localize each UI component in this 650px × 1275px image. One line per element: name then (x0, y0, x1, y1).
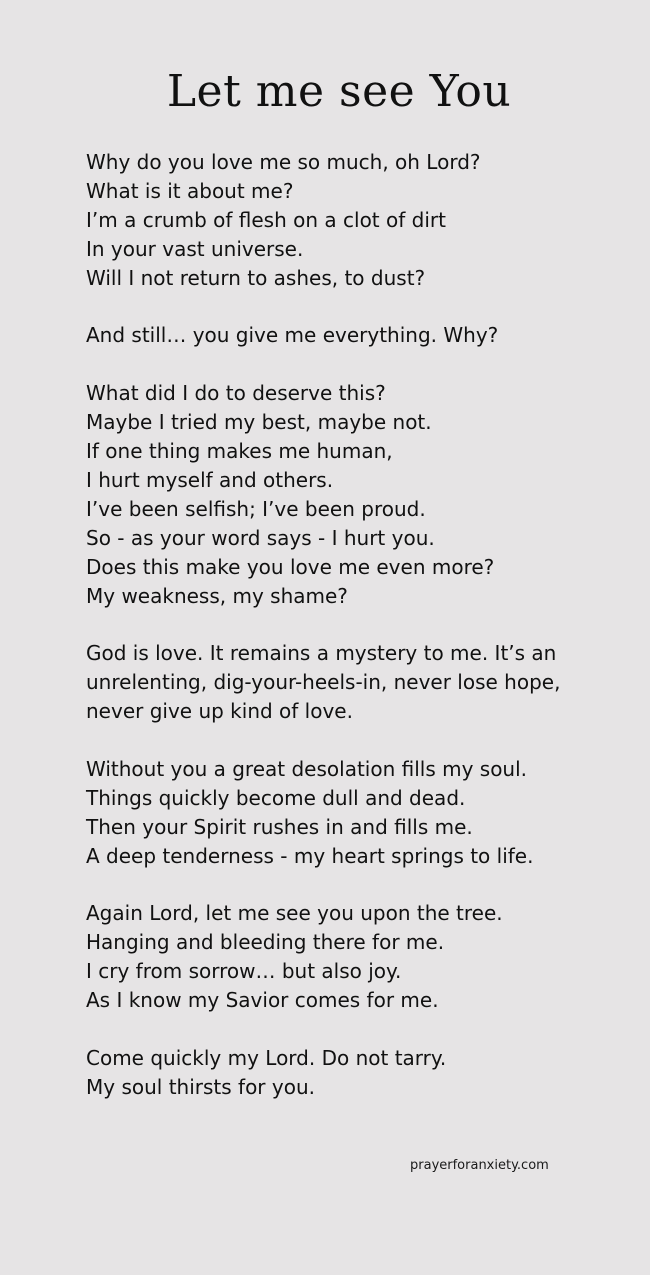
poem-line: I’ve been selfish; I’ve been proud. (86, 496, 426, 521)
stanza (86, 639, 626, 726)
poem-line: Without you a great desolation fills my soul. (86, 756, 528, 781)
poem-line: So - as your word says - I hurt you. (86, 525, 435, 550)
poem-line: I’m a crumb of flesh on a clot of dirt (86, 207, 446, 232)
poem-line: God is love. It remains a mystery to me. It’s an (86, 641, 557, 666)
poem-line: Will I not return to ashes, to dust? (86, 265, 426, 290)
stanza (86, 899, 626, 1015)
poem-line: My soul thirsts for you. (86, 1074, 315, 1099)
poem-line: Hanging and bleeding there for me. (86, 930, 445, 955)
poem-line: My weakness, my shame? (86, 583, 348, 608)
poem-line: Does this make you love me even more? (86, 554, 495, 579)
stanza (86, 755, 626, 871)
poem-line: What did I do to deserve this? (86, 381, 386, 406)
stanza (86, 148, 626, 293)
stanza (86, 321, 626, 350)
poem-line: If one thing makes me human, (86, 439, 393, 464)
poem-line: Maybe I tried my best, maybe not. (86, 410, 432, 435)
stanza (86, 1044, 626, 1102)
poem-line: unrelenting, dig-your-heels-in, never lose hope, (86, 670, 561, 695)
poem-line: I hurt myself and others. (86, 467, 334, 492)
poem-line: Come quickly my Lord. Do not tarry. (86, 1046, 447, 1070)
poem-line: What is it about me? (86, 178, 294, 203)
poem-line: Then your Spirit rushes in and fills me. (86, 814, 473, 839)
poem-line: Things quickly become dull and dead. (86, 785, 466, 810)
poem-body (86, 148, 626, 1131)
poem-title: Let me see You (166, 66, 512, 117)
poem-line: And still… you give me everything. Why? (86, 323, 499, 348)
poem-line: never give up kind of love. (86, 699, 353, 724)
website-credit: prayerforanxiety.com (410, 1158, 549, 1173)
poem-line: Again Lord, let me see you upon the tree. (86, 901, 503, 926)
poem-line: A deep tenderness - my heart springs to life. (86, 843, 534, 868)
poem-line: As I know my Savior comes for me. (86, 988, 439, 1013)
stanza (86, 379, 626, 610)
poem-line: Why do you love me so much, oh Lord? (86, 150, 481, 174)
poem-line: In your vast universe. (86, 236, 304, 261)
poem-line: I cry from sorrow… but also joy. (86, 959, 402, 984)
